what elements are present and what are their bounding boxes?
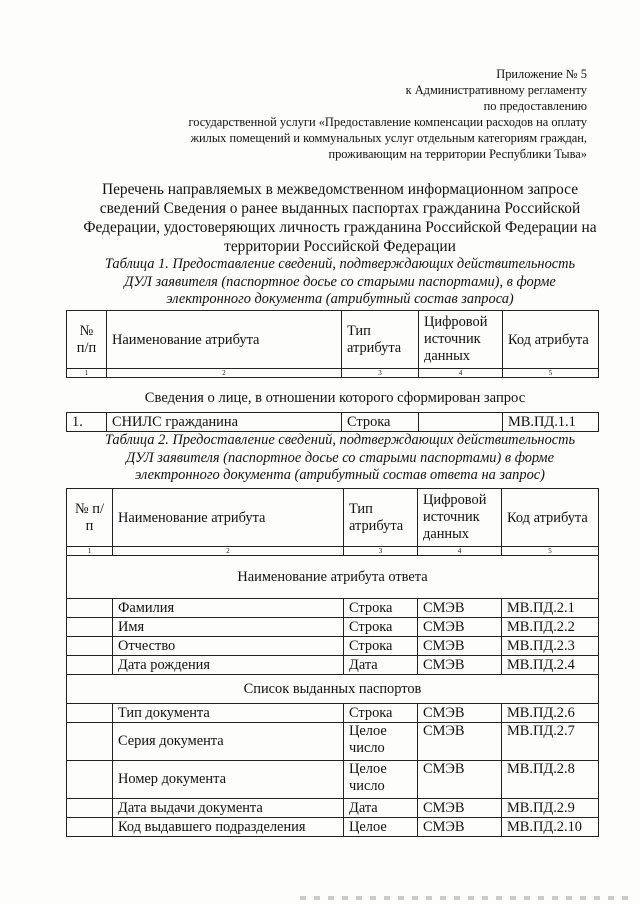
section-row	[67, 675, 599, 704]
cell-source: СМЭВ	[418, 723, 502, 761]
table-row	[67, 618, 599, 637]
caption-line: электронного документа (атрибутный состав ответа на запрос)	[135, 467, 545, 483]
cell-name: Код выдавшего подразделения	[113, 818, 344, 837]
cell-source	[419, 413, 503, 432]
col-number: 3	[342, 369, 419, 378]
cell-code: МВ.ПД.2.10	[502, 818, 599, 837]
appendix-line: по предоставлению	[483, 99, 587, 113]
table2-caption	[70, 432, 610, 485]
table-row	[67, 656, 599, 675]
cell-code: МВ.ПД.2.6	[502, 704, 599, 723]
col-number: 5	[502, 547, 599, 556]
caption-line: Таблица 1. Предоставление сведений, подтверждающих действительность	[104, 256, 576, 272]
table1-number-row	[67, 369, 599, 378]
section-title: Список выданных паспортов	[67, 675, 599, 704]
caption-line: ДУЛ заявителя (паспортное досье со старыми паспортами) в форме	[126, 449, 554, 466]
cell-number	[67, 599, 113, 618]
title-line: Федерации, удостоверяющих личность гражданина Российской Федерации на	[83, 219, 597, 236]
cell-type: Целое число	[344, 761, 418, 799]
cell-source: СМЭВ	[418, 704, 502, 723]
table1	[66, 310, 599, 378]
col-number: 1	[67, 369, 107, 378]
document-title	[70, 180, 610, 256]
cell-type: Целое число	[344, 723, 418, 761]
cell-type: Строка	[344, 618, 418, 637]
caption-line: ДУЛ заявителя (паспортное досье со старыми паспортами), в форме	[124, 273, 556, 290]
table-row	[67, 799, 599, 818]
title-line: территории Российской Федерации	[224, 238, 456, 255]
col-number: 1	[67, 547, 113, 556]
cell-code: МВ.ПД.2.7	[502, 723, 599, 761]
header-code: Код атрибута	[502, 489, 599, 547]
cell-number	[67, 761, 113, 799]
appendix-header	[188, 66, 587, 162]
appendix-line: проживающим на территории Республики Тыва»	[328, 147, 587, 161]
appendix-line: жилых помещений и коммунальных услуг отдельным категориям граждан,	[190, 131, 587, 145]
cell-name: Тип документа	[113, 704, 344, 723]
cell-name: Имя	[113, 618, 344, 637]
title-line: Перечень направляемых в межведомственном информационном запросе	[101, 181, 579, 198]
cell-code: МВ.ПД.1.1	[503, 413, 599, 432]
table2	[66, 488, 599, 837]
cell-number	[67, 637, 113, 656]
cell-code: МВ.ПД.2.4	[502, 656, 599, 675]
appendix-line: государственной услуги «Предоставление компенсации расходов на оплату	[188, 115, 587, 129]
cell-type: Строка	[342, 413, 419, 432]
cell-source: СМЭВ	[418, 618, 502, 637]
cell-number	[67, 656, 113, 675]
cell-code: МВ.ПД.2.1	[502, 599, 599, 618]
cell-type: Целое	[344, 818, 418, 837]
cell-type: Строка	[344, 704, 418, 723]
header-number: № п/п	[67, 489, 113, 547]
cell-number	[67, 818, 113, 837]
table2-header-row	[67, 489, 599, 547]
cell-name: Дата выдачи документа	[113, 799, 344, 818]
scan-artifact	[300, 896, 630, 900]
cell-name: Дата рождения	[113, 656, 344, 675]
cell-number	[67, 799, 113, 818]
table1-section-title: Сведения о лице, в отношении которого сформирован запрос	[144, 390, 526, 406]
cell-type: Строка	[344, 599, 418, 618]
table-row	[67, 704, 599, 723]
cell-name: Фамилия	[113, 599, 344, 618]
table1-caption	[70, 256, 610, 309]
cell-code: МВ.ПД.2.8	[502, 761, 599, 799]
section-title: Наименование атрибута ответа	[67, 556, 599, 599]
col-number: 2	[107, 369, 342, 378]
cell-number: 1.	[67, 413, 107, 432]
caption-line: электронного документа (атрибутный состав запроса)	[166, 291, 514, 307]
header-type: Тип атрибута	[344, 489, 418, 547]
header-type: Тип атрибута	[342, 311, 419, 369]
header-code: Код атрибута	[503, 311, 599, 369]
header-source: Цифровой источник данных	[419, 311, 503, 369]
cell-type: Дата	[344, 799, 418, 818]
table-row	[67, 637, 599, 656]
cell-code: МВ.ПД.2.3	[502, 637, 599, 656]
table-row	[67, 723, 599, 761]
header-number: № п/п	[67, 311, 107, 369]
appendix-line: к Административному регламенту	[405, 83, 587, 97]
col-number: 5	[503, 369, 599, 378]
table-row	[67, 599, 599, 618]
cell-name: СНИЛС гражданина	[107, 413, 342, 432]
col-number: 4	[418, 547, 502, 556]
caption-line: Таблица 2. Предоставление сведений, подтверждающих действительность	[104, 432, 576, 448]
cell-code: МВ.ПД.2.9	[502, 799, 599, 818]
cell-source: СМЭВ	[418, 799, 502, 818]
header-name: Наименование атрибута	[107, 311, 342, 369]
header-source: Цифровой источник данных	[418, 489, 502, 547]
cell-number	[67, 704, 113, 723]
table-row	[67, 818, 599, 837]
cell-code: МВ.ПД.2.2	[502, 618, 599, 637]
cell-name: Отчество	[113, 637, 344, 656]
cell-type: Строка	[344, 637, 418, 656]
cell-name: Серия документа	[113, 723, 344, 761]
cell-number	[67, 618, 113, 637]
cell-name: Номер документа	[113, 761, 344, 799]
table1-body	[66, 412, 599, 432]
col-number: 2	[113, 547, 344, 556]
table1-header-row	[67, 311, 599, 369]
cell-source: СМЭВ	[418, 599, 502, 618]
cell-source: СМЭВ	[418, 818, 502, 837]
table-row	[67, 761, 599, 799]
cell-source: СМЭВ	[418, 637, 502, 656]
col-number: 4	[419, 369, 503, 378]
cell-source: СМЭВ	[418, 656, 502, 675]
cell-type: Дата	[344, 656, 418, 675]
table-row	[67, 413, 599, 432]
cell-number	[67, 723, 113, 761]
header-name: Наименование атрибута	[113, 489, 344, 547]
table2-number-row	[67, 547, 599, 556]
section-row	[67, 556, 599, 599]
title-line: сведений Сведения о ранее выданных паспортах гражданина Российской	[99, 200, 581, 217]
col-number: 3	[344, 547, 418, 556]
appendix-line: Приложение № 5	[496, 67, 587, 81]
cell-source: СМЭВ	[418, 761, 502, 799]
